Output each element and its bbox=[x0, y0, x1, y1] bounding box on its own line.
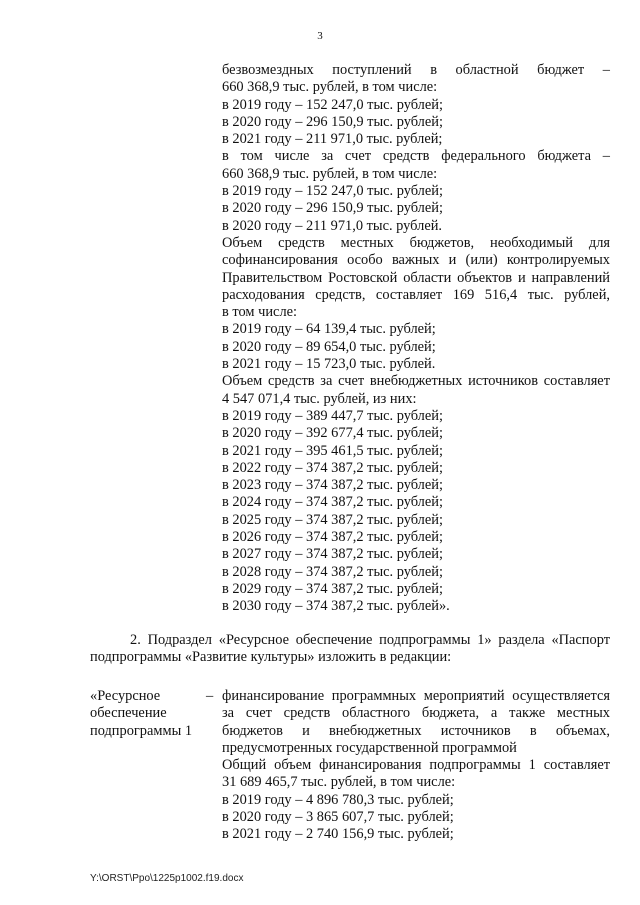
text-line: в 2021 году – 395 461,5 тыс. рублей; bbox=[222, 442, 443, 459]
text-line: в 2019 году – 389 447,7 тыс. рублей; bbox=[222, 407, 443, 424]
text-line: в 2027 году – 374 387,2 тыс. рублей; bbox=[222, 546, 443, 563]
page-number: 3 bbox=[317, 30, 323, 42]
paragraph-line: подпрограммы «Развитие культуры» изложить в редакции: bbox=[90, 649, 452, 666]
text-line: Объем средств местных бюджетов, необходимый для bbox=[222, 234, 610, 251]
text-line: 660 368,9 тыс. рублей, в том числе: bbox=[222, 165, 438, 182]
text-line: в том числе за счет средств федерального бюджета – bbox=[222, 148, 610, 165]
financing-text-block bbox=[222, 62, 610, 616]
row-label bbox=[90, 688, 202, 740]
text-line: бюджетов и внебюджетных источников в объемах, bbox=[222, 722, 610, 739]
text-line: в 2019 году – 4 896 780,3 тыс. рублей; bbox=[222, 791, 454, 808]
text-line: подпрограммы 1 bbox=[90, 722, 193, 739]
text-line: безвозмездных поступлений в областной бюджет – bbox=[222, 62, 610, 78]
text-line: «Ресурсное bbox=[90, 688, 161, 704]
text-line: в 2024 году – 374 387,2 тыс. рублей; bbox=[222, 494, 443, 511]
text-line: в 2020 году – 211 971,0 тыс. рублей. bbox=[222, 217, 443, 234]
text-line: в 2020 году – 296 150,9 тыс. рублей; bbox=[222, 200, 443, 217]
text-line: в 2021 году – 211 971,0 тыс. рублей; bbox=[222, 131, 443, 148]
text-line: в 2019 году – 64 139,4 тыс. рублей; bbox=[222, 321, 436, 338]
text-line: расходования средств, составляет 169 516,4 тыс. рублей, bbox=[222, 286, 610, 303]
text-line: в 2026 году – 374 387,2 тыс. рублей; bbox=[222, 529, 443, 546]
text-line: в 2028 году – 374 387,2 тыс. рублей; bbox=[222, 563, 443, 580]
text-line: в 2030 году – 374 387,2 тыс. рублей». bbox=[222, 598, 450, 615]
row-value bbox=[222, 688, 610, 844]
text-line: 31 689 465,7 тыс. рублей, в том числе: bbox=[222, 774, 456, 791]
text-line: в 2020 году – 3 865 607,7 тыс. рублей; bbox=[222, 809, 454, 826]
text-line: в 2019 году – 152 247,0 тыс. рублей; bbox=[222, 96, 443, 113]
text-line: Объем средств за счет внебюджетных источников составляет bbox=[222, 373, 610, 390]
text-line: Правительством Ростовской области объектов и направлений bbox=[222, 269, 610, 286]
file-path-footer: Y:\ORST\Ppo\1225p1002.f19.docx bbox=[90, 873, 244, 884]
text-line: предусмотренных государственной программой bbox=[222, 739, 517, 756]
text-line: в 2021 году – 2 740 156,9 тыс. рублей; bbox=[222, 826, 454, 843]
text-line: в том числе: bbox=[222, 304, 298, 321]
text-line: 4 547 071,4 тыс. рублей, из них: bbox=[222, 390, 417, 407]
text-line: в 2020 году – 392 677,4 тыс. рублей; bbox=[222, 425, 443, 442]
row-dash: – bbox=[206, 688, 214, 704]
text-line: 660 368,9 тыс. рублей, в том числе: bbox=[222, 79, 438, 96]
text-line: финансирование программных мероприятий осуществляется bbox=[222, 688, 610, 704]
text-line: в 2022 году – 374 387,2 тыс. рублей; bbox=[222, 459, 443, 476]
text-line: в 2020 году – 89 654,0 тыс. рублей; bbox=[222, 338, 436, 355]
text-line: софинансирования особо важных и (или) контролируемых bbox=[222, 252, 610, 269]
text-line: в 2019 году – 152 247,0 тыс. рублей; bbox=[222, 183, 443, 200]
paragraph-line: 2. Подраздел «Ресурсное обеспечение подпрограммы 1» раздела «Паспорт bbox=[130, 632, 610, 648]
text-line: за счет средств областного бюджета, а также местных bbox=[222, 705, 610, 722]
text-line: в 2021 году – 15 723,0 тыс. рублей. bbox=[222, 356, 436, 373]
amendment-paragraph bbox=[90, 632, 610, 667]
text-line: в 2025 году – 374 387,2 тыс. рублей; bbox=[222, 511, 443, 528]
text-line: в 2023 году – 374 387,2 тыс. рублей; bbox=[222, 477, 443, 494]
text-line: в 2029 году – 374 387,2 тыс. рублей; bbox=[222, 580, 443, 597]
text-line: обеспечение bbox=[90, 705, 167, 722]
text-line: Общий объем финансирования подпрограммы 1 составляет bbox=[222, 757, 610, 774]
text-line: в 2020 году – 296 150,9 тыс. рублей; bbox=[222, 113, 443, 130]
